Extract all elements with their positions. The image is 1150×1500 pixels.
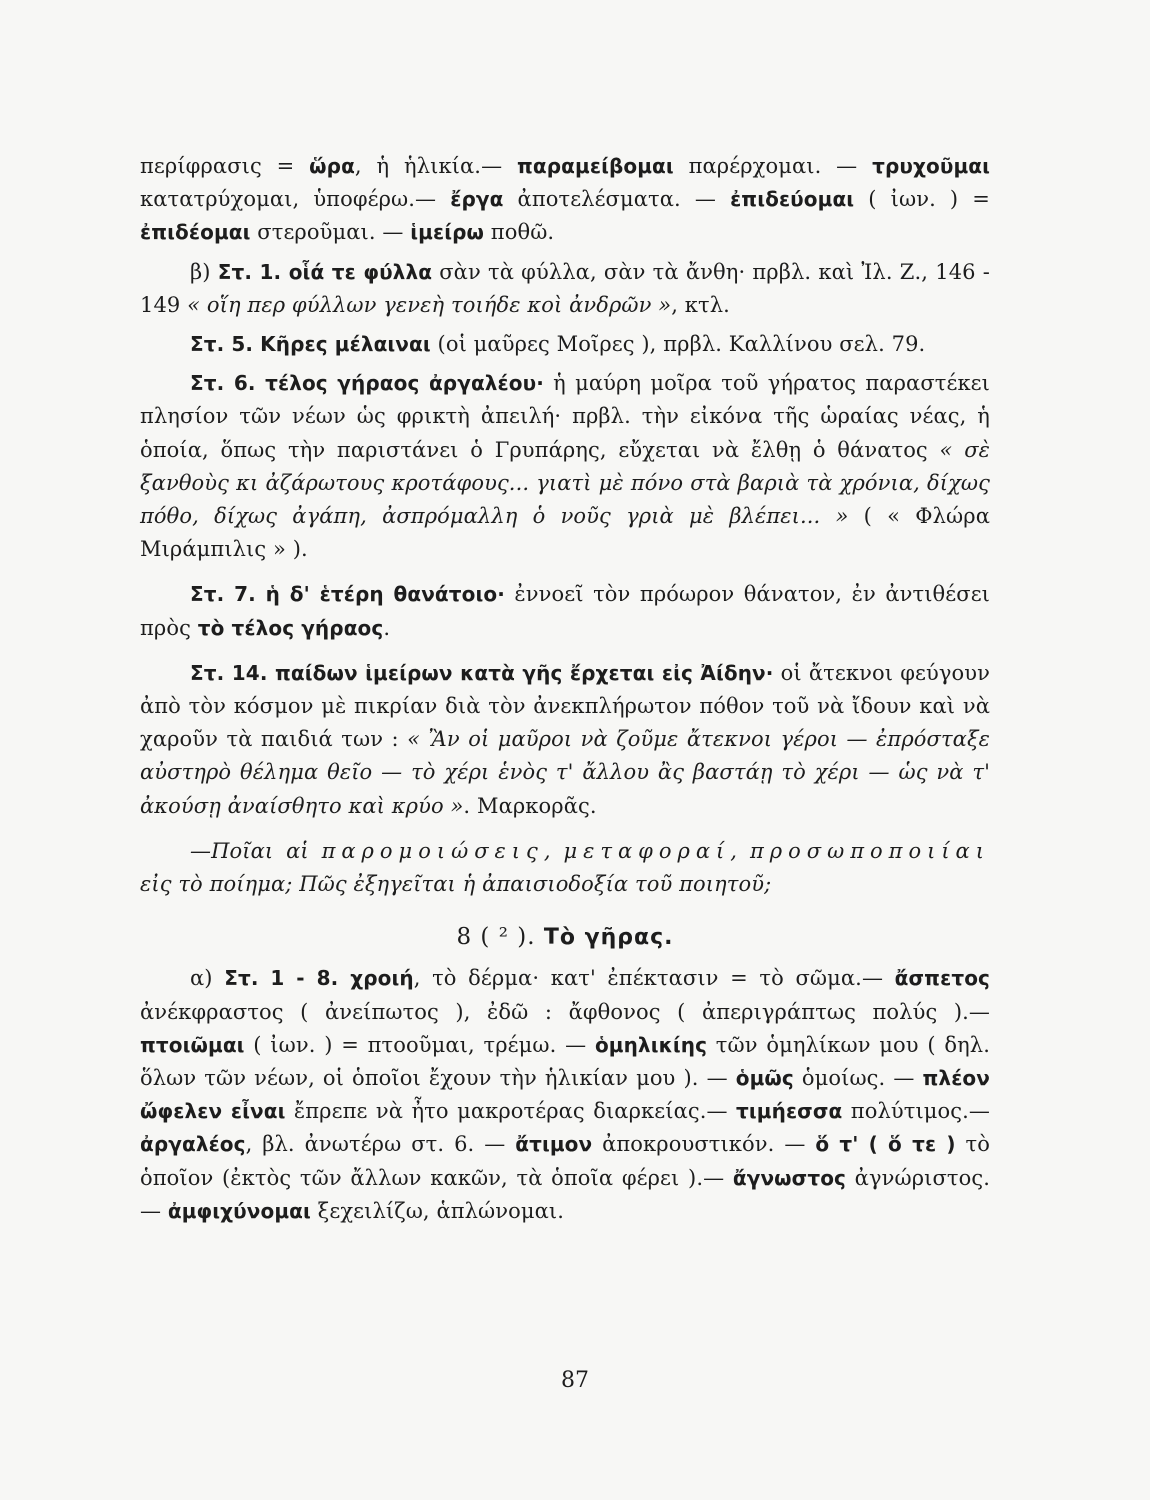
page-number: 87 [561, 1368, 589, 1393]
italic-run: προσωποποιίαι [749, 838, 990, 863]
page-body [140, 150, 990, 1228]
italic-run: —Ποῖαι αἱ [190, 838, 322, 863]
text-run: πολύτιμος.— [842, 1099, 991, 1124]
paragraph-p2 [140, 256, 990, 322]
italic-run: παρομοιώσεις [321, 838, 544, 863]
bold-term: παραμείβομαι [517, 154, 674, 178]
text-run: β) [190, 259, 218, 284]
bold-term: ὁμηλικίης [594, 1032, 708, 1057]
bold-term: τιμήεσσα [736, 1099, 843, 1124]
bold-term: ἄγνωστος [732, 1165, 846, 1190]
paragraph-p8 [140, 962, 990, 1228]
text-run: , τὸ δέρμα· κατ' ἐπέκτασιν = τὸ σῶμα.— [413, 966, 895, 991]
text-run: , ἡ ἡλικία.— [354, 154, 517, 178]
text-run: ( ἰων. ) = πτοοῦμαι, τρέμω. — [244, 1032, 595, 1057]
bold-term: Τὸ γῆρας. [543, 925, 674, 951]
section-heading [140, 921, 990, 954]
text-run: τὸ ὁποῖον (ἐκτὸς τῶν ἄλλων κακῶν, τὰ ὁποῖα φέρει ).— [140, 1132, 990, 1190]
italic-run: , [543, 838, 564, 863]
text-run: παρέρχομαι. — [673, 154, 873, 178]
italic-run: μεταφοραί [563, 838, 731, 863]
bold-term: ἱμείρω [410, 220, 485, 245]
bold-term: ἐπιδεύομαι [730, 187, 855, 212]
question-paragraph [140, 835, 990, 901]
text-run: τῶν ὁμηλίκων μου ( δηλ. ὅλων τῶν νέων, οἱ ὁποῖοι ἔχουν τὴν ἡλικίαν μου ). — [140, 1032, 990, 1091]
bold-term: Στ. 1. οἷά τε φύλλα [217, 259, 433, 284]
paragraph-p4 [140, 367, 990, 566]
text-run: . [383, 615, 391, 640]
bold-term: ἄσπετος [894, 966, 990, 991]
text-run: α) [190, 966, 225, 991]
text-run: κατατρύχομαι, ὑποφέρω.— [140, 187, 451, 212]
italic-run: εἰς τὸ ποίημα; Πῶς ἐξηγεῖται ἡ ἀπαισιοδοξία τοῦ ποιητοῦ; [140, 872, 772, 897]
text-run: στεροῦμαι. — [250, 220, 411, 245]
bold-term: Στ. 5. Κῆρες μέλαιναι [190, 332, 431, 357]
text-run: ἀποτελέσματα. — [503, 187, 731, 212]
text-run: ποθῶ. [484, 220, 555, 245]
text-run: περίφρασις = [140, 154, 310, 178]
bold-term: ὁμῶς [735, 1066, 794, 1091]
bold-term: Στ. 14. παίδων ἱμείρων κατὰ γῆς ἔρχεται εἰς Ἀίδην· [190, 660, 774, 685]
text-run: ὁμοίως. — [793, 1066, 923, 1091]
bold-term: Στ. 1 - 8. χροιή [224, 966, 414, 991]
bold-term: ἐπιδέομαι [140, 220, 251, 245]
text-run: , κτλ. [671, 292, 730, 317]
text-run: ἐννοεῖ τὸν πρόωρον θάνατον, ἐν ἀντιθέσει πρὸς [140, 582, 991, 640]
text-run: 8 ( ² ). [456, 924, 544, 951]
text-run: ἡ μαύρη μοῖρα τοῦ γήρατος παραστέκει πλησίον τῶν νέων ὡς φρικτὴ ἀπειλή· πρβλ. τὴν εἰκόνα τῆς ὡραίας νέας, ἡ ὁποία, ὅπως τὴν παριστάνει ὁ Γρυπάρης, εὔχεται νὰ ἔλθῃ ὁ θάνατος [140, 371, 990, 462]
bold-term: πλέον ὤφελεν εἶναι [140, 1066, 990, 1124]
paragraph-p1 [140, 150, 990, 250]
bold-term: τὸ τέλος γήραος [197, 615, 384, 640]
text-run: (οἱ μαῦρες Μοῖρες ), πρβλ. Καλλίνου σελ. 79. [430, 332, 926, 357]
paragraph-p5 [140, 578, 990, 644]
italic-run: « σὲ ξανθοὺς κι ἀζάρωτους κροτάφους... γιατὶ μὲ πόνο στὰ βαριὰ τὰ χρόνια, δίχως πόθο, δίχως ἀγάπη, ἀσπρόμαλλη ὁ νοῦς γριὰ μὲ βλέπει... » [140, 437, 991, 529]
text-run: ἀγνώριστος.— [140, 1165, 991, 1223]
text-run: σὰν τὰ φύλλα, σὰν τὰ ἄνθη· πρβλ. καὶ Ἰλ. Ζ., 146 - 149 [140, 259, 990, 317]
text-run: ἀποκρουστικόν. — [592, 1132, 816, 1157]
text-run: ( ἰων. ) = [854, 187, 990, 212]
bold-term: ἄτιμον [515, 1132, 593, 1157]
bold-term: ὥρα [309, 154, 355, 178]
paragraph-p3 [140, 328, 990, 361]
bold-term: ὅ τ' ( ὅ τε ) [815, 1132, 956, 1157]
text-run: ξεχειλίζω, ἁπλώνομαι. [310, 1198, 565, 1223]
bold-term: ἀργαλέος [140, 1132, 246, 1157]
text-run: ἔπρεπε νὰ ἦτο μακροτέρας διαρκείας.— [285, 1099, 737, 1124]
text-run: , βλ. ἀνωτέρω στ. 6. — [245, 1132, 516, 1157]
italic-run: « οἵη περ φύλλων γενεὴ τοιήδε κοὶ ἀνδρῶν » [187, 292, 672, 317]
text-run: ἀνέκφραστος ( ἀνείπωτος ), ἐδῶ : ἄφθονος ( ἀπεριγράπτως πολύς ).— [140, 999, 990, 1024]
bold-term: Στ. 6. τέλος γήραος ἀργαλέου· [190, 371, 544, 396]
text-run: . Μαρκορᾶς. [463, 793, 597, 818]
bold-term: τρυχοῦμαι [872, 154, 990, 178]
paragraph-p6 [140, 657, 990, 823]
bold-term: πτοιῶμαι [140, 1032, 245, 1057]
italic-run: , [730, 838, 750, 863]
bold-term: ἀμφιχύνομαι [167, 1198, 311, 1223]
italic-run: « Ἂν οἱ μαῦροι νὰ ζοῦμε ἄτεκνοι γέροι — ἐπρόσταξε αὐστηρὸ θέλημα θεῖο — τὸ χέρι ἑνὸς τ' ἄλλου ἂς βαστάῃ τὸ χέρι — ὡς νὰ τ' ἀκούσῃ ἀναίσθητο καὶ κρύο » [140, 727, 990, 818]
bold-term: Στ. 7. ἡ δ' ἑτέρη θανάτοιο· [190, 582, 505, 607]
bold-term: ἔργα [450, 187, 504, 212]
text-run: οἱ ἄτεκνοι φεύγουν ἀπὸ τὸν κόσμον μὲ πικρίαν διὰ τὸν ἀνεκπλήρωτον πόθον τοῦ νὰ ἴδουν καὶ νὰ χαροῦν τὰ παιδιά των : [140, 660, 990, 752]
text-run: ( « Φλώρα Μιράμπιλις » ). [140, 504, 990, 562]
